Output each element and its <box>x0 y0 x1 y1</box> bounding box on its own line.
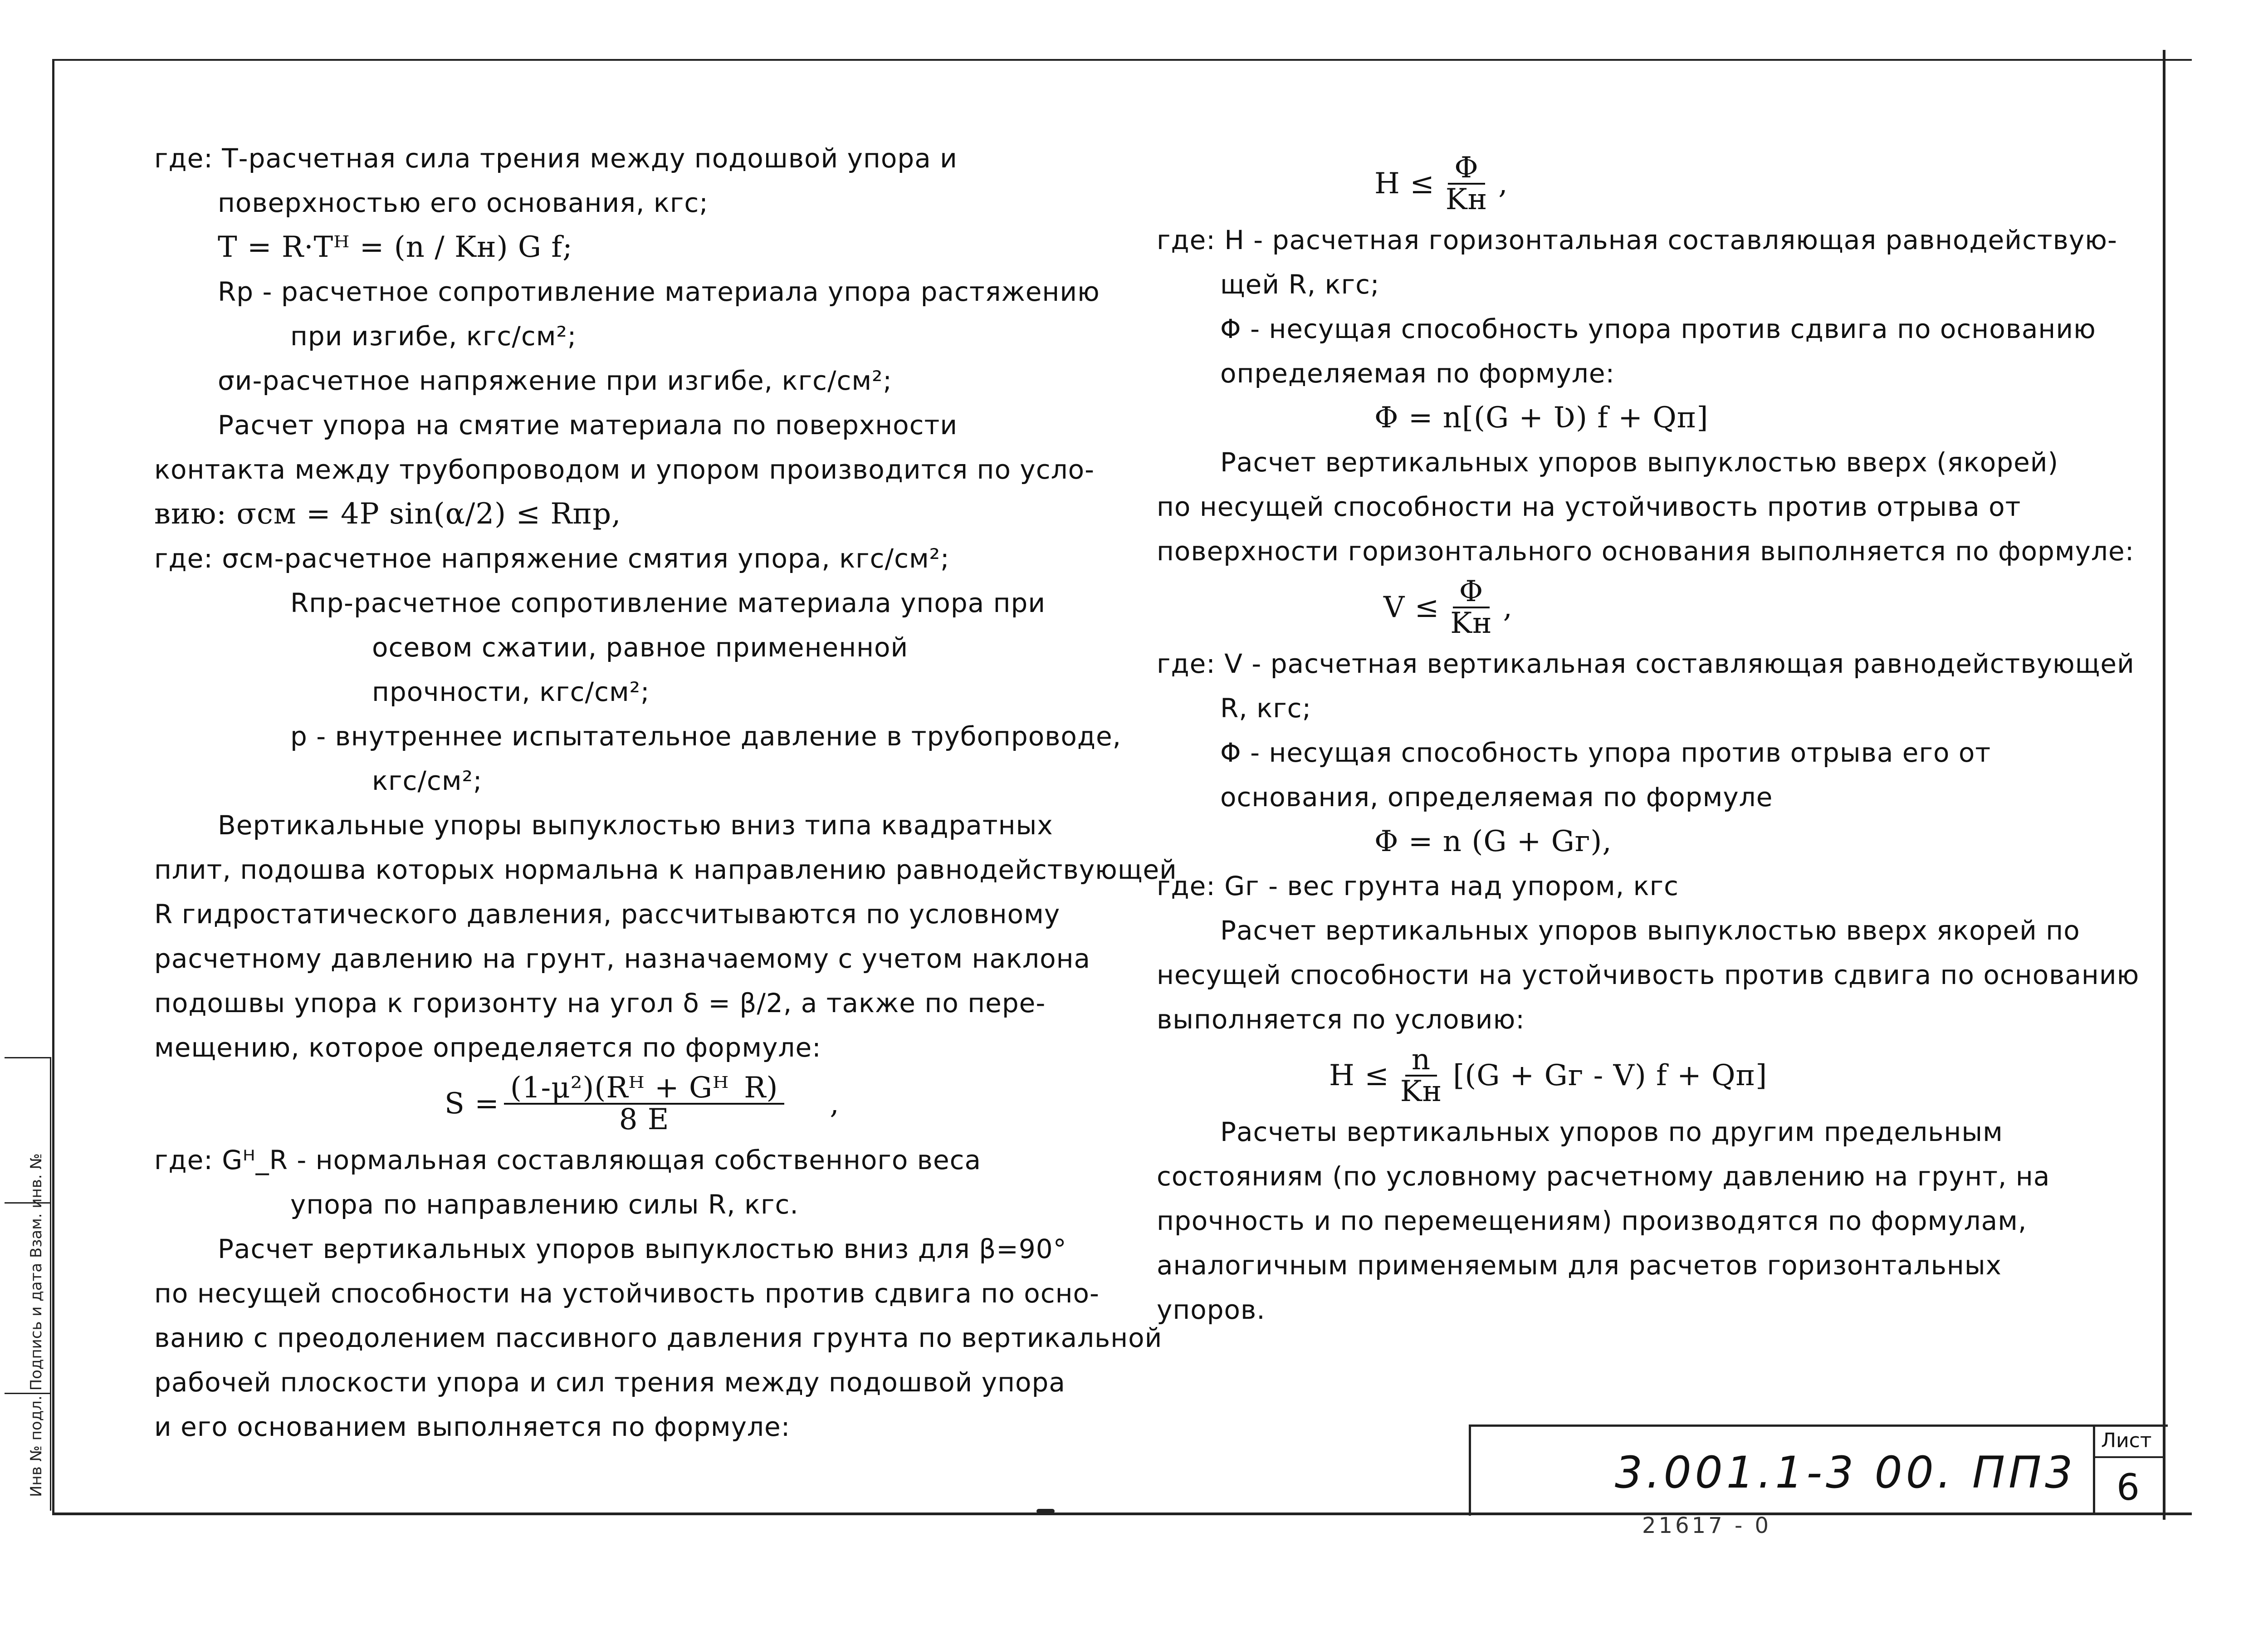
formula-lhs: S = <box>445 1087 499 1121</box>
left-text-column <box>154 136 1177 1449</box>
paragraph-start: Расчеты вертикальных упоров по другим предельным <box>1220 1116 2003 1147</box>
text-line: где: H - расчетная горизонтальная составляющая равнодействую- <box>1157 225 2117 255</box>
text-line: и его основанием выполняется по формуле: <box>154 1411 791 1442</box>
text-line: щей R, кгс; <box>1220 269 1380 300</box>
formula-tail: [(G + Gг - V) f + Qп] <box>1453 1059 1768 1092</box>
paragraph-start: Вертикальные упоры выпуклостью вниз типа квадратных <box>218 810 1053 841</box>
frame-right-edge <box>2163 50 2165 1520</box>
text-line: где: Т-расчетная сила трения между подошвой упора и <box>154 143 958 174</box>
text-line: упоров. <box>1157 1294 1266 1325</box>
denominator: Kн <box>1450 607 1492 640</box>
text-line: при изгибе, кгс/см²; <box>290 321 577 352</box>
formula-tail: , <box>830 1087 840 1121</box>
text-line: по несущей способности на устойчивость против отрыва от <box>1157 491 2021 522</box>
text-line: плит, подошва которых нормальна к направлению равнодействующей <box>154 854 1177 885</box>
text-line: осевом сжатии, равное примененной <box>372 632 909 663</box>
text-line: поверхностью его основания, кгс; <box>218 187 709 218</box>
sheet-label: Лист <box>2101 1429 2152 1452</box>
numerator: Φ <box>1448 153 1485 185</box>
denominator: Kн <box>1400 1075 1442 1108</box>
text-line: σи-расчетное напряжение при изгибе, кгс/см²; <box>218 365 892 396</box>
text-line: упора по направлению силы R, кгс. <box>290 1189 799 1220</box>
sheet-divider <box>2093 1456 2165 1458</box>
inventory-number: 21617 - 0 <box>1642 1513 1772 1538</box>
document-code: 3.001.1-3 00. ПП3 <box>1615 1447 2077 1498</box>
paragraph-start: Расчет упора на смятие материала по поверхности <box>218 410 958 441</box>
formula-shear-condition <box>1157 150 2141 218</box>
text-line: состояниям (по условному расчетному давлению на грунт, на <box>1157 1161 2050 1192</box>
paragraph-start: Расчет вертикальных упоров выпуклостью вверх (якорей) <box>1220 447 2059 478</box>
formula-lhs: H ≤ <box>1329 1059 1389 1092</box>
text-line: R гидростатического давления, рассчитываются по условному <box>154 899 1061 930</box>
formula-tail: , <box>1503 591 1513 624</box>
text-line: Φ - несущая способность упора против сдвига по основанию <box>1220 313 2096 344</box>
text-line: Rр - расчетное сопротивление материала упора растяжению <box>218 276 1100 307</box>
text-line: по несущей способности на устойчивость против сдвига по осно- <box>154 1278 1100 1309</box>
formula-bearing-capacity: Φ = n[(G + Ʋ) f + Qп] <box>1374 401 1709 435</box>
text-line: р - внутреннее испытательное давление в трубопроводе, <box>290 721 1122 752</box>
text-line: где: Gг - вес грунта над упором, кгс <box>1157 871 1679 901</box>
text-line: рабочей плоскости упора и сил трения между подошвой упора <box>154 1367 1066 1398</box>
text-line: Φ - несущая способность упора против отрыва его от <box>1220 737 1991 768</box>
margin-stamp-text: Инв № подл. Подпись и дата Взам. инв. № <box>27 1153 45 1497</box>
text-line: Rпр-расчетное сопротивление материала упора при <box>290 587 1046 618</box>
text-line: аналогичным применяемым для расчетов горизонтальных <box>1157 1250 2002 1281</box>
text-line: определяемая по формуле: <box>1220 358 1615 389</box>
formula-anchor-shear <box>1157 1042 2141 1110</box>
text-line: мещению, которое определяется по формуле: <box>154 1032 821 1063</box>
text-line: расчетному давлению на грунт, назначаемому с учетом наклона <box>154 943 1091 974</box>
fraction <box>1439 153 1494 215</box>
numerator: n <box>1405 1045 1437 1077</box>
fold-mark <box>1036 1509 1055 1513</box>
numerator: Φ <box>1453 577 1490 608</box>
formula-lhs: H ≤ <box>1374 167 1435 201</box>
fraction <box>1444 577 1498 638</box>
text-line: ванию с преодолением пассивного давления грунта по вертикальной <box>154 1322 1163 1353</box>
sheet-number: 6 <box>2116 1466 2140 1508</box>
text-line: где: σсм-расчетное напряжение смятия упора, кгс/см²; <box>154 543 950 574</box>
text-line: R, кгс; <box>1220 693 1312 724</box>
formula-crushing: вию: σсм = 4P sin(α/2) ≤ Rпр, <box>154 497 621 531</box>
text-line: прочность и по перемещениям) производятся по формулам, <box>1157 1205 2027 1236</box>
text-line: подошвы упора к горизонту на угол δ = β/2, а также по пере- <box>154 988 1046 1018</box>
formula-displacement <box>154 1070 1061 1138</box>
text-line: несущей способности на устойчивость против сдвига по основанию <box>1157 959 2140 990</box>
denominator: Kн <box>1445 183 1488 216</box>
formula-uplift-condition <box>1157 573 2141 641</box>
formula-lhs: V ≤ <box>1383 591 1440 624</box>
text-line: поверхности горизонтального основания выполняется по формуле: <box>1157 536 2135 567</box>
paragraph-start: Расчет вертикальных упоров выпуклостью вниз для β=90° <box>218 1234 1067 1264</box>
fraction <box>504 1073 785 1135</box>
text-line: контакта между трубопроводом и упором производится по усло- <box>154 454 1095 485</box>
formula-tail: , <box>1498 167 1508 201</box>
text-line: выполняется по условию: <box>1157 1004 1525 1035</box>
text-line: прочности, кгс/см²; <box>372 676 650 707</box>
text-line: кгс/см²; <box>372 765 483 796</box>
numerator: (1-μ²)(Rᴴ + Gᴴ_R) <box>504 1073 785 1105</box>
text-line: где: Gᴴ_R - нормальная составляющая собственного веса <box>154 1145 982 1175</box>
text-line: где: V - расчетная вертикальная составляющая равнодействующей <box>1157 648 2135 679</box>
right-text-column <box>1157 150 2141 1332</box>
denominator: 8 E <box>619 1103 670 1136</box>
paragraph-start: Расчет вертикальных упоров выпуклостью вверх якорей по <box>1220 915 2080 946</box>
formula-uplift-capacity: Φ = n (G + Gг), <box>1374 825 1612 858</box>
text-line: основания, определяемая по формуле <box>1220 782 1773 813</box>
fraction <box>1394 1045 1448 1106</box>
formula-friction: Т = R·Тᴴ = (n / Kн) G f; <box>218 230 573 264</box>
